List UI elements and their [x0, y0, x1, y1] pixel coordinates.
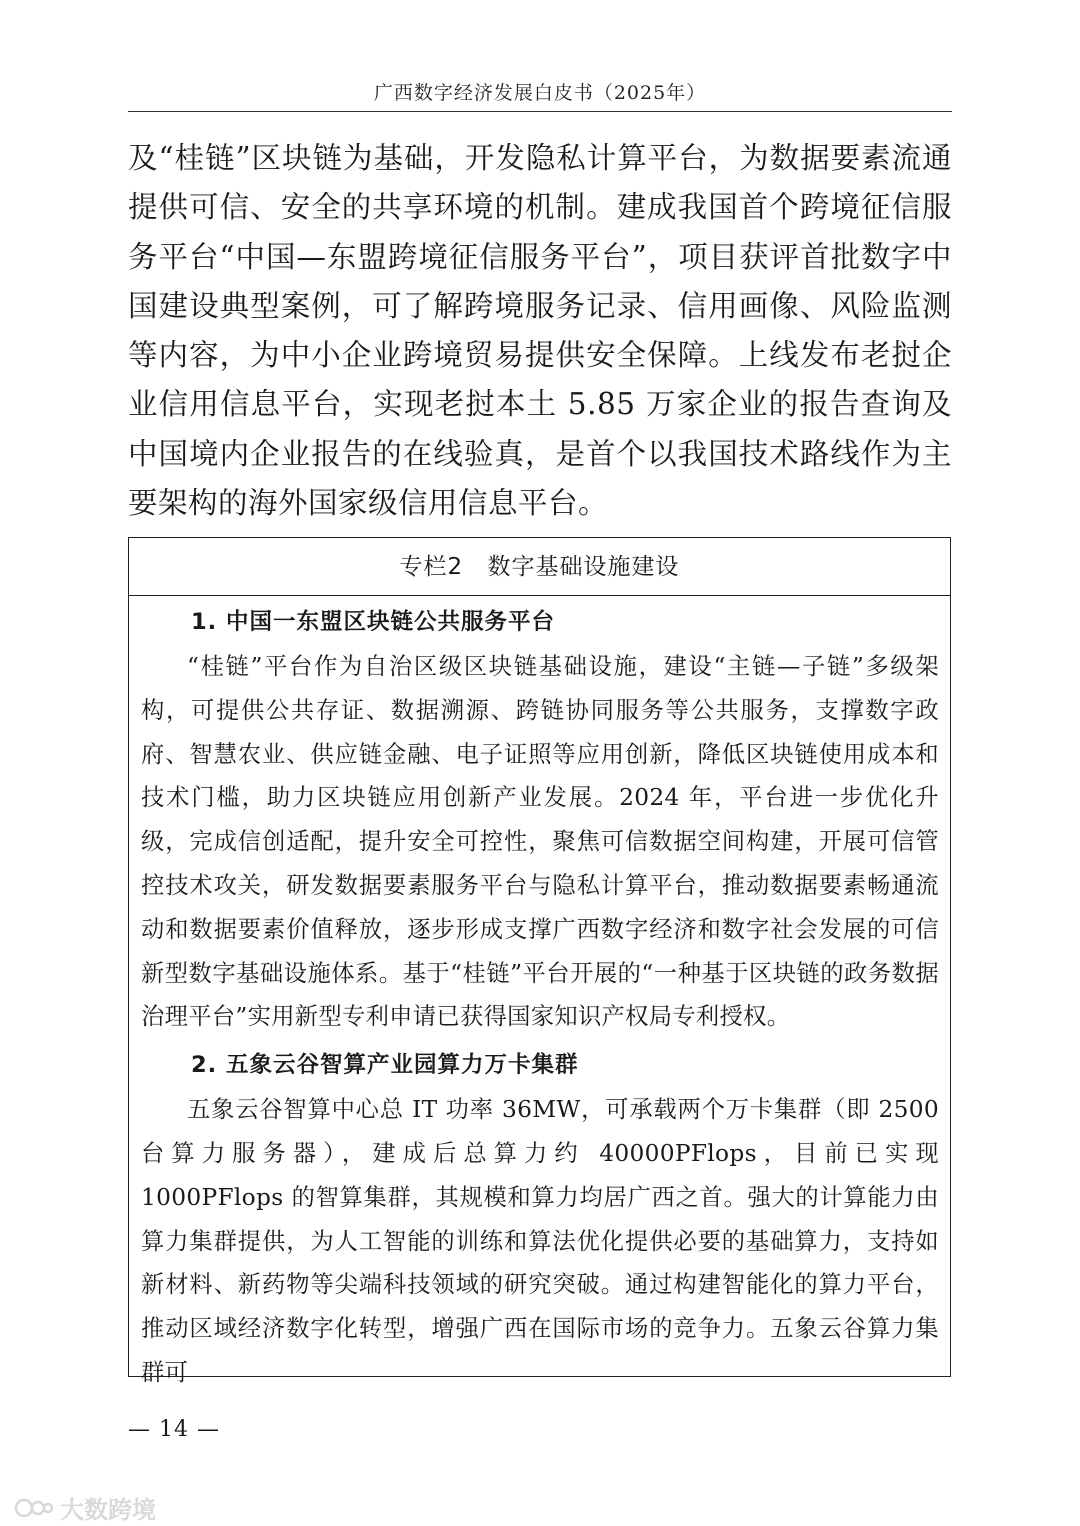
- column-section: [141, 600, 939, 1039]
- column-body: [129, 600, 950, 1395]
- running-header: 广西数字经济发展白皮书（2025年）: [373, 82, 707, 104]
- column-section: [141, 1043, 939, 1395]
- column-label: 专栏2: [399, 554, 464, 580]
- column-title: 数字基础设施建设: [487, 554, 680, 580]
- header-rule: [128, 111, 952, 112]
- section-text: 五象云谷智算中心总 IT 功率 36MW，可承载两个万卡集群（即 2500 台算力服务器），建成后总算力约 40000PFlops，目前已实现 1000PFlops 的智算集群，其规模和算力均居广西之首。强大的计算能力由算力集群提供，为人工智能的训练和算法优化提供必要的基础算力，支持如新材料、新药物等尖端科技领域的研究突破。通过构建智能化的算力平台，推动区域经济数字化转型，增强广西在国际市场的竞争力。五象云谷算力集群可: [141, 1096, 939, 1386]
- page-number: — 14 —: [128, 1417, 220, 1442]
- column-box: [128, 537, 951, 1386]
- watermark: [14, 1490, 156, 1525]
- section-heading: 2. 五象云谷智算产业园算力万卡集群: [191, 1052, 579, 1079]
- watermark-logo-icon: [14, 1495, 54, 1521]
- body-paragraph: 及“桂链”区块链为基础，开发隐私计算平台，为数据要素流通提供可信、安全的共享环境的机制。建成我国首个跨境征信服务平台“中国—东盟跨境征信服务平台”，项目获评首批数字中国建设典型案例，可了解跨境服务记录、信用画像、风险监测等内容，为中小企业跨境贸易提供安全保障。上线发布老挝企业信用信息平台，实现老挝本土 5.85 万家企业的报告查询及中国境内企业报告的在线验真，是首个以我国技术路线作为主要架构的海外国家级信用信息平台。: [128, 141, 952, 521]
- section-text: “桂链”平台作为自治区级区块链基础设施，建设“主链—子链”多级架构，可提供公共存证、数据溯源、跨链协同服务等公共服务，支撑数字政府、智慧农业、供应链金融、电子证照等应用创新，降低区块链使用成本和技术门槛，助力区块链应用创新产业发展。2024 年，平台进一步优化升级，完成信创适配，提升安全可控性，聚焦可信数据空间构建，开展可信管控技术攻关，研发数据要素服务平台与隐私计算平台，推动数据要素畅通流动和数据要素价值释放，逐步形成支撑广西数字经济和数字社会发展的可信新型数字基础设施体系。基于“桂链”平台开展的“一种基于区块链的政务数据治理平台”实用新型专利申请已获得国家知识产权局专利授权。: [141, 653, 939, 1031]
- section-heading: 1. 中国一东盟区块链公共服务平台: [191, 609, 556, 635]
- watermark-text: 大数跨境: [60, 1496, 156, 1524]
- column-title-bar: [129, 538, 950, 596]
